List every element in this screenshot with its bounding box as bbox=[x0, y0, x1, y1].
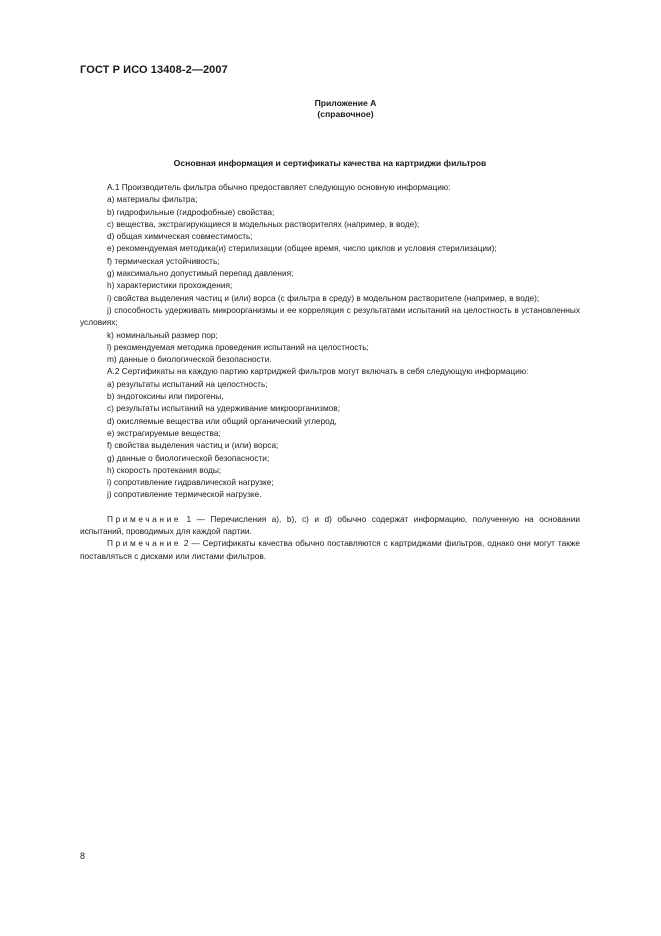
list-item: g) данные о биологической безопасности; bbox=[107, 452, 270, 463]
list-item: b) гидрофильные (гидрофобные) свойства; bbox=[107, 206, 275, 217]
list-item: e) экстрагируемые вещества; bbox=[107, 427, 221, 438]
annex-title: Приложение А bbox=[314, 98, 377, 108]
list-item: l) рекомендуемая методика проведения испытаний на целостность; bbox=[107, 341, 369, 352]
list-item: m) данные о биологической безопасности. bbox=[107, 354, 272, 365]
a2-intro: А.2 Сертификаты на каждую партию картриджей фильтров могут включать в себя следующую информацию: bbox=[107, 366, 529, 377]
note-label: Примечание bbox=[107, 538, 182, 549]
note-label: Примечание bbox=[107, 513, 182, 524]
list-item: h) характеристики прохождения; bbox=[107, 280, 233, 291]
list-item: а) материалы фильтра; bbox=[107, 194, 198, 205]
note-1 bbox=[80, 513, 580, 538]
list-item: c) результаты испытаний на удерживание микроорганизмов; bbox=[107, 403, 341, 414]
section-heading: Основная информация и сертификаты качества на картриджи фильтров bbox=[173, 158, 487, 168]
spacer bbox=[80, 501, 580, 513]
list-item: k) номинальный размер пор; bbox=[107, 329, 218, 340]
list-item: d) общая химическая совместимость; bbox=[107, 231, 253, 242]
note-2 bbox=[80, 537, 580, 562]
document-body bbox=[80, 181, 580, 562]
list-item: c) вещества, экстрагирующиеся в модельных растворителях (например, в воде); bbox=[107, 218, 420, 229]
annex-title-block bbox=[0, 98, 661, 120]
list-item: d) окисляемые вещества или общий органический углерод, bbox=[107, 415, 337, 426]
page-number: 8 bbox=[80, 851, 86, 861]
list-item: i) сопротивление гидравлической нагрузке; bbox=[107, 477, 274, 488]
list-item: f) свойства выделения частиц и (или) ворса; bbox=[107, 440, 279, 451]
list-item: g) максимально допустимый перепад давления; bbox=[107, 268, 294, 279]
list-item: h) скорость протекания воды; bbox=[107, 464, 222, 475]
list-item: j) способность удерживать микроорганизмы и ее корреляция с результатами испытаний на целостность в установленных условиях; bbox=[80, 304, 580, 328]
list-item: j) сопротивление термической нагрузке. bbox=[107, 489, 262, 500]
list-item: f) термическая устойчивость; bbox=[107, 255, 220, 266]
annex-subtitle: (справочное) bbox=[317, 109, 374, 119]
list-item: e) рекомендуемая методика(и) стерилизации (общее время, число циклов и условия стерилизации); bbox=[107, 243, 497, 254]
document-header: ГОСТ Р ИСО 13408-2—2007 bbox=[80, 64, 228, 76]
list-item: а) результаты испытаний на целостность; bbox=[107, 378, 268, 389]
list-item: i) свойства выделения частиц и (или) ворса (с фильтра в среду) в модельном растворителе (например, в воде); bbox=[107, 292, 540, 303]
note-text: 2 — Сертификаты качества обычно поставляются с картриджами фильтров, однако они могут также поставляться с дисками или листами фильтров. bbox=[80, 538, 580, 561]
note-text: 1 — Перечисления а), b), с) и d) обычно содержат информацию, полученную на основании испытаний, проводимых для каждой партии. bbox=[80, 513, 580, 537]
list-item: b) эндотоксины или пирогены, bbox=[107, 391, 224, 402]
a1-intro: А.1 Производитель фильтра обычно предоставляет следующую основную информацию: bbox=[107, 182, 451, 192]
